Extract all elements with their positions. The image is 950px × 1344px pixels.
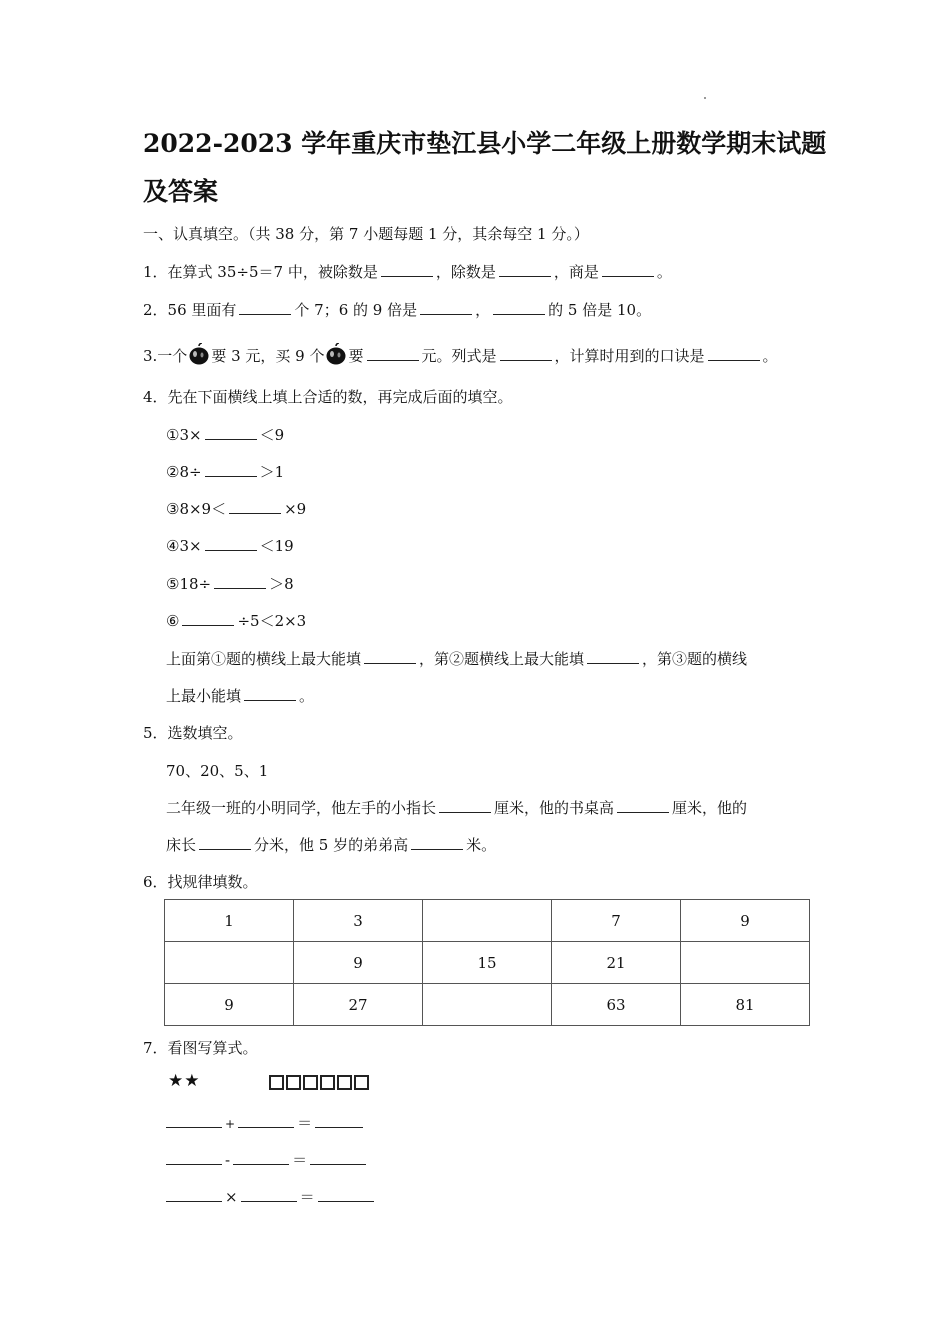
speck: [704, 97, 706, 99]
q3-text: 。: [762, 347, 778, 365]
q5-text: 厘米，他的书桌高: [494, 799, 615, 817]
q4-text: ，第③题的横线: [642, 650, 748, 668]
answer-blank[interactable]: [214, 587, 266, 589]
q4-text: ②8÷: [166, 463, 202, 481]
equals-sign: ＝: [297, 1114, 313, 1132]
table-cell: 81: [681, 984, 810, 1026]
question-4-stem: 4．先在下面横线上填上合适的数，再完成后面的填空。: [143, 388, 513, 406]
q2-text: ，: [475, 301, 491, 319]
answer-blank[interactable]: [199, 848, 251, 850]
q4-text: ＞8: [269, 575, 294, 593]
q4-text: ＜9: [259, 426, 285, 444]
apple-icon: [325, 343, 347, 365]
answer-blank[interactable]: [587, 662, 639, 664]
table-cell: 63: [552, 984, 681, 1026]
q4-text: ＞1: [259, 463, 285, 481]
answer-blank[interactable]: [493, 313, 545, 315]
answer-blank[interactable]: [244, 699, 296, 701]
plus-sign: +: [225, 1117, 236, 1131]
question-3: [143, 343, 778, 366]
q4-text: ①3×: [166, 426, 202, 444]
apple-icon: [188, 343, 210, 365]
answer-blank[interactable]: [367, 359, 419, 361]
page-title-line1: 2022-2023 学年重庆市垫江县小学二年级上册数学期末试题: [143, 129, 827, 158]
q4-item-3: [166, 498, 306, 519]
q1-text: 1．在算式 35÷5＝7 中，被除数是: [143, 263, 378, 281]
q4-item-4: [166, 535, 294, 556]
q4-text: ÷5＜2×3: [237, 612, 307, 630]
answer-blank[interactable]: [205, 549, 257, 551]
square-icon: [337, 1075, 352, 1090]
answer-blank[interactable]: [617, 811, 669, 813]
table-cell: 27: [294, 984, 423, 1026]
q5-text: 二年级一班的小明同学，他左手的小指长: [166, 799, 437, 817]
table-row: [165, 942, 810, 984]
q4-text: ⑥: [166, 612, 180, 630]
q4-text: 上面第①题的横线上最大能填: [166, 650, 362, 668]
question-6-stem: 6．找规律填数。: [143, 873, 258, 891]
table-cell: 7: [552, 900, 681, 942]
page-title-line2: 及答案: [143, 177, 219, 206]
table-cell[interactable]: [423, 900, 552, 942]
table-cell: 15: [423, 942, 552, 984]
answer-blank[interactable]: [182, 624, 234, 626]
answer-blank[interactable]: [166, 1200, 222, 1202]
q3-text: ，计算时用到的口诀是: [554, 347, 705, 365]
q2-text: 2．56 里面有: [143, 301, 237, 319]
answer-blank[interactable]: [166, 1126, 222, 1128]
square-icons: [269, 1075, 369, 1090]
answer-blank[interactable]: [233, 1163, 289, 1165]
times-sign: ×: [225, 1188, 238, 1206]
q4-text: ×9: [284, 500, 307, 518]
q4-text: ⑤18÷: [166, 575, 212, 593]
answer-blank[interactable]: [500, 359, 552, 361]
q5-text: 米。: [466, 836, 497, 854]
q5-text: 厘米，他的: [672, 799, 748, 817]
q7-multiplication: [166, 1186, 377, 1207]
answer-blank[interactable]: [238, 1126, 294, 1128]
q4-text: ，第②题横线上最大能填: [419, 650, 585, 668]
answer-blank[interactable]: [166, 1163, 222, 1165]
q5-number-choices: 70、20、5、1: [166, 762, 269, 780]
q4-text: 上最小能填: [166, 687, 242, 705]
answer-blank[interactable]: [315, 1126, 363, 1128]
question-5-stem: 5．选数填空。: [143, 724, 243, 742]
answer-blank[interactable]: [229, 512, 281, 514]
question-1: [143, 261, 672, 282]
q4-item-1: [166, 424, 284, 445]
q3-text: 要: [348, 347, 364, 365]
q5-text: 床长: [166, 836, 197, 854]
answer-blank[interactable]: [499, 275, 551, 277]
q1-text: ，除数是: [435, 263, 496, 281]
q5-line-2: [166, 834, 496, 855]
q4-item-2: [166, 461, 284, 482]
square-icon: [320, 1075, 335, 1090]
table-cell[interactable]: [423, 984, 552, 1026]
table-cell: 1: [165, 900, 294, 942]
equals-sign: ＝: [299, 1188, 315, 1206]
q3-text: 要 3 元，买 9 个: [211, 347, 325, 365]
pattern-table: [164, 899, 810, 1026]
equals-sign: ＝: [292, 1151, 308, 1169]
square-icon: [303, 1075, 318, 1090]
answer-blank[interactable]: [420, 313, 472, 315]
answer-blank[interactable]: [364, 662, 416, 664]
table-cell[interactable]: [681, 942, 810, 984]
q3-text: 3.一个: [143, 347, 188, 365]
q4-text: ④3×: [166, 537, 202, 555]
table-cell: 9: [165, 984, 294, 1026]
answer-blank[interactable]: [205, 475, 257, 477]
section-heading: 一、认真填空。（共 38 分，第 7 小题每题 1 分，其余每空 1 分。）: [143, 225, 589, 243]
square-icon: [286, 1075, 301, 1090]
q5-text: 分米，他 5 岁的弟弟高: [254, 836, 409, 854]
q7-subtraction: [166, 1149, 369, 1170]
answer-blank[interactable]: [602, 275, 654, 277]
q2-text: 个 7；6 的 9 倍是: [294, 301, 418, 319]
q1-text: ，商是: [553, 263, 599, 281]
question-7-stem: 7．看图写算式。: [143, 1039, 258, 1057]
square-icon: [354, 1075, 369, 1090]
table-cell: 21: [552, 942, 681, 984]
answer-blank[interactable]: [239, 313, 291, 315]
minus-sign: -: [225, 1151, 231, 1169]
q3-text: 元。列式是: [421, 347, 497, 365]
answer-blank[interactable]: [310, 1163, 366, 1165]
q1-text: 。: [656, 263, 672, 281]
q4-item-5: [166, 573, 294, 594]
q5-line-1: [166, 797, 747, 818]
square-icon: [269, 1075, 284, 1090]
answer-blank[interactable]: [708, 359, 760, 361]
q4-summary-1: [166, 648, 747, 669]
q4-text: ＜19: [259, 537, 294, 555]
table-row: [165, 900, 810, 942]
table-cell[interactable]: [165, 942, 294, 984]
answer-blank[interactable]: [205, 438, 257, 440]
q4-text: ③8×9＜: [166, 500, 227, 518]
table-row: [165, 984, 810, 1026]
q4-item-6: [166, 610, 306, 631]
table-cell: 9: [681, 900, 810, 942]
answer-blank[interactable]: [318, 1200, 374, 1202]
table-cell: 9: [294, 942, 423, 984]
question-2: [143, 299, 651, 320]
q2-text: 的 5 倍是 10。: [548, 301, 652, 319]
q7-addition: [166, 1112, 366, 1133]
answer-blank[interactable]: [381, 275, 433, 277]
q4-summary-2: [166, 685, 314, 706]
answer-blank[interactable]: [439, 811, 491, 813]
table-cell: 3: [294, 900, 423, 942]
star-icons: ★★: [168, 1071, 201, 1091]
answer-blank[interactable]: [241, 1200, 297, 1202]
answer-blank[interactable]: [411, 848, 463, 850]
q4-text: 。: [299, 687, 315, 705]
